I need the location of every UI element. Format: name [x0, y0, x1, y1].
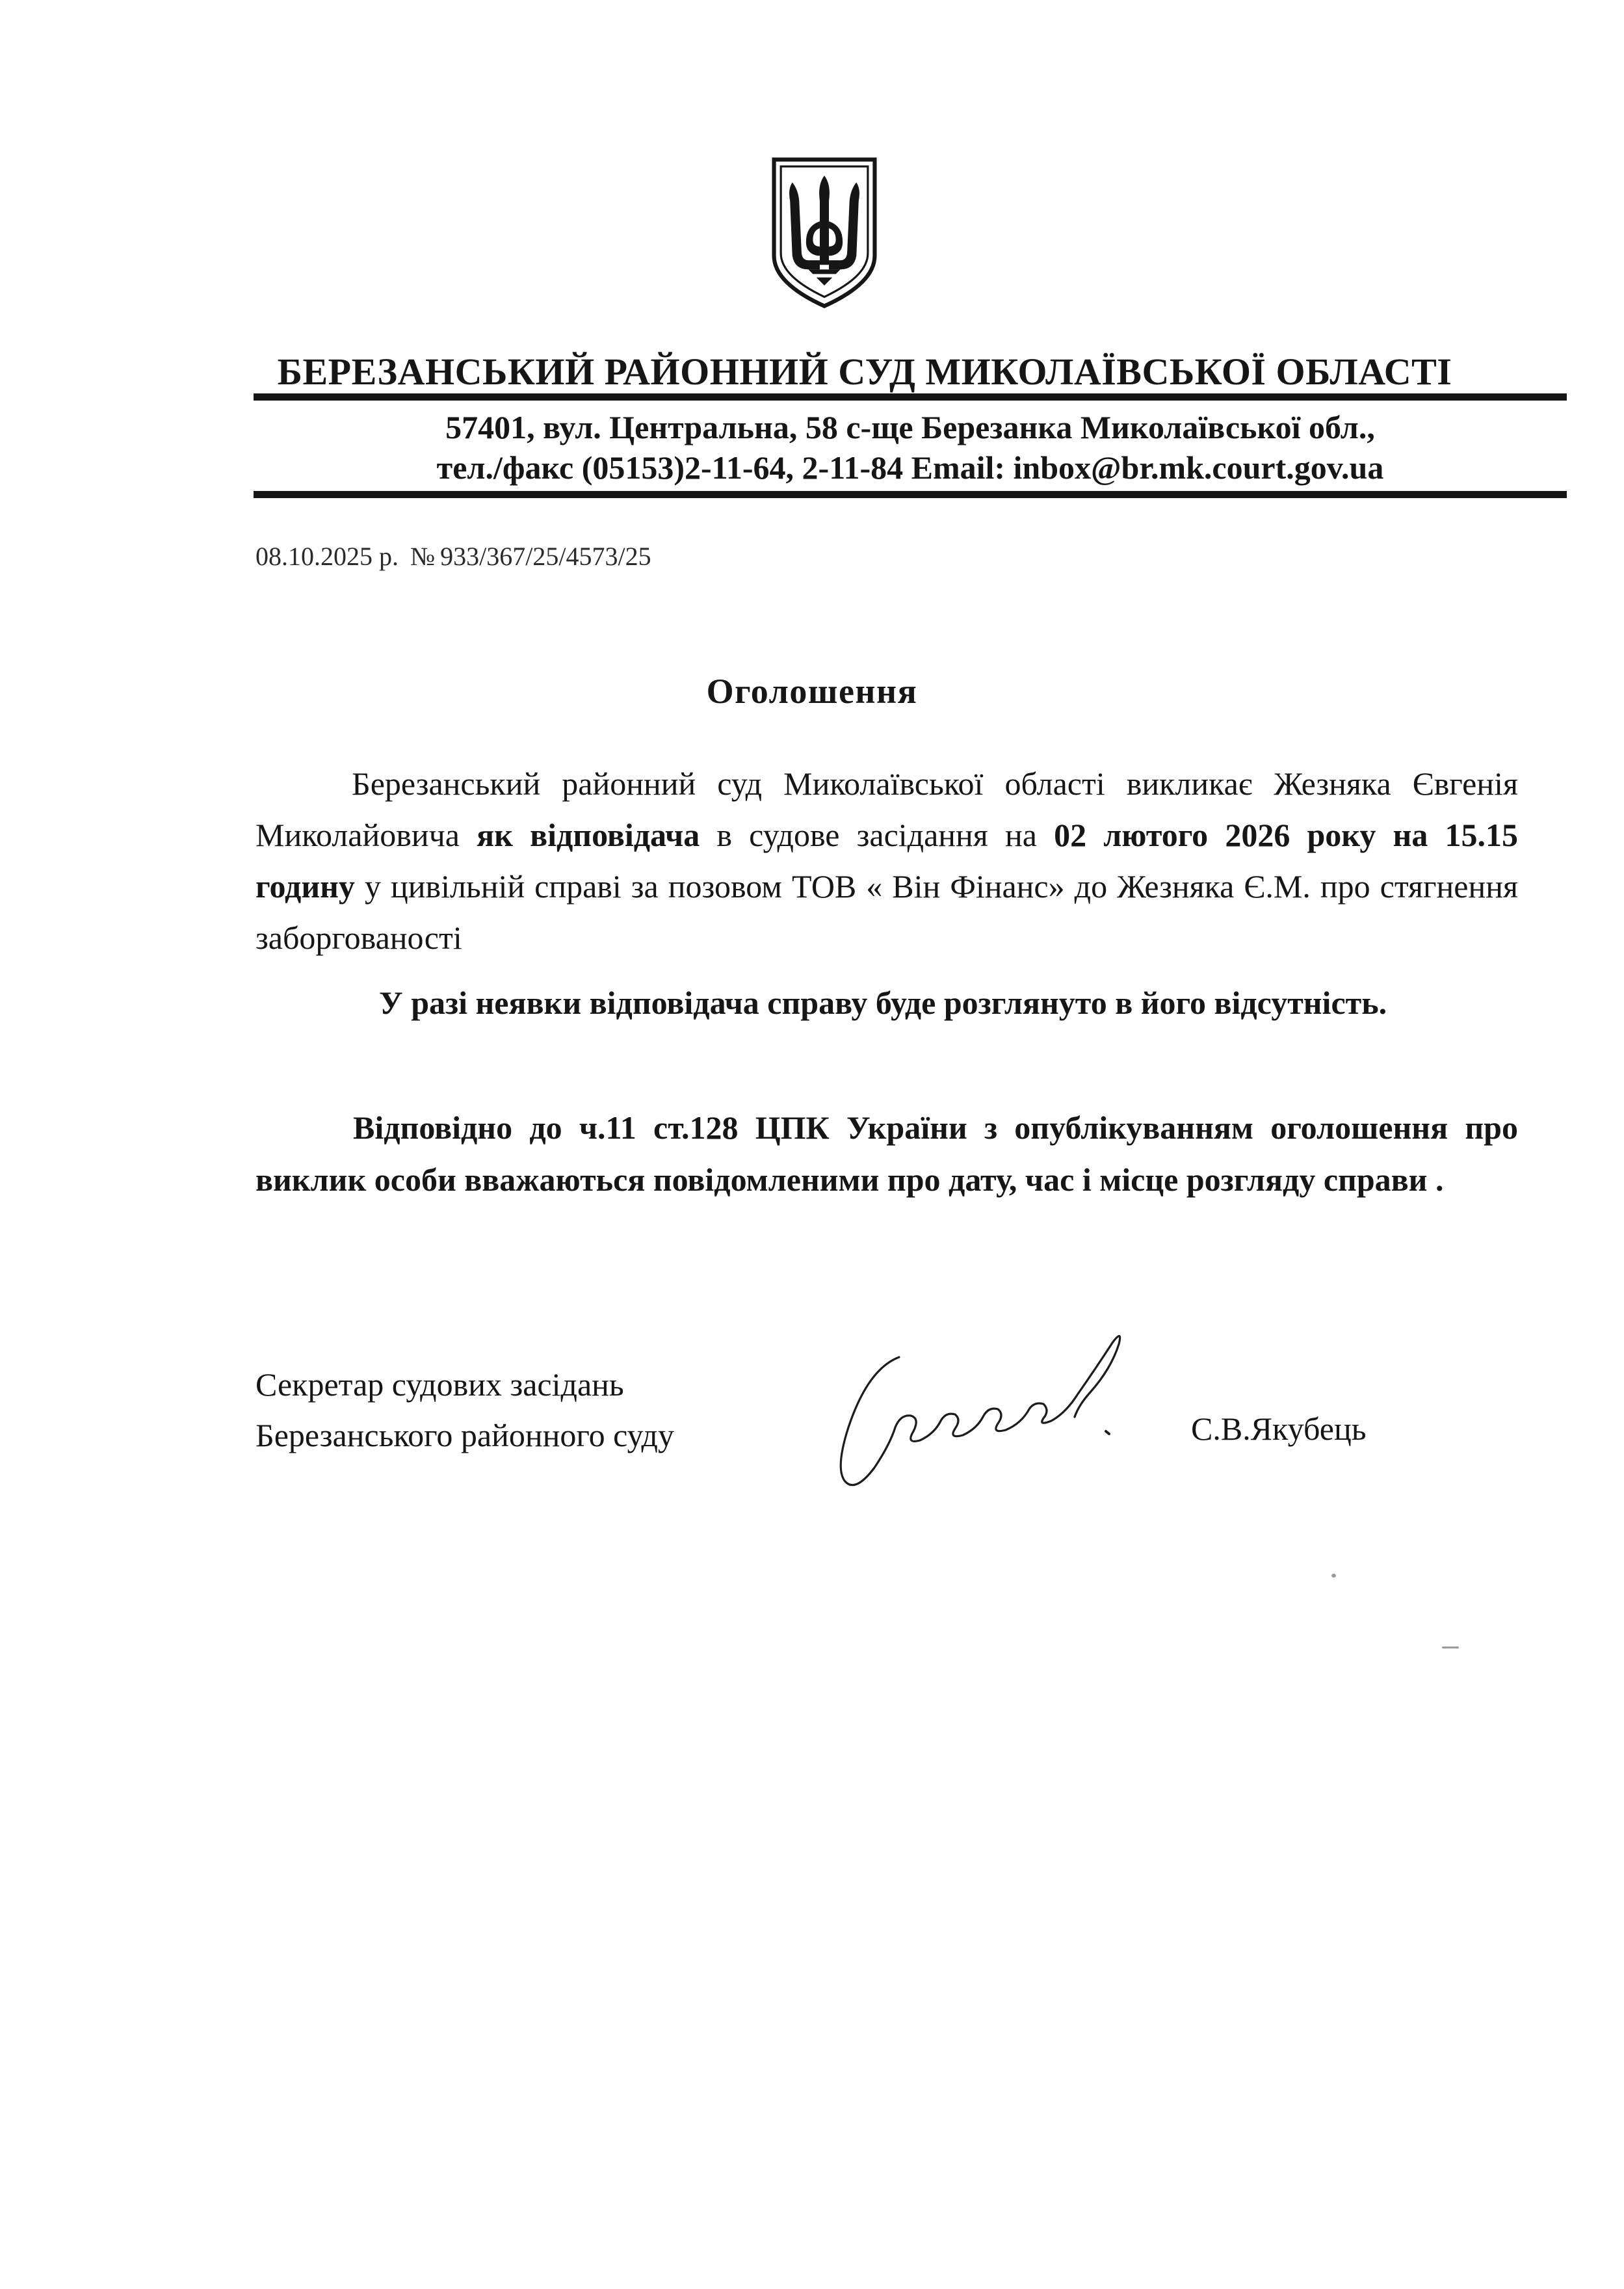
handwritten-signature [822, 1317, 1160, 1505]
document-date: 08.10.2025 р. [255, 542, 399, 571]
absence-warning-paragraph: У разі неявки відповідача справу буде розглянуто в його відсутність. [379, 985, 1387, 1021]
header-divider-bottom [254, 491, 1567, 498]
signatory-role-line1: Секретар судових засідань [255, 1366, 624, 1403]
header-divider-top [254, 393, 1567, 401]
scan-speck [1331, 1574, 1336, 1578]
signatory-name: С.В.Якубець [1191, 1410, 1367, 1447]
summons-paragraph [255, 758, 1518, 964]
summons-text-part2: в судове засідання на [700, 817, 1054, 853]
document-number: 933/367/25/4573/25 [440, 542, 651, 571]
summons-role: як відповідача [477, 817, 700, 853]
scan-speck [1442, 1647, 1459, 1648]
signatory-role-line2: Березанського районного суду [255, 1417, 674, 1453]
hearing-datetime: 02 лютого 2026 року на 15.15 годину [255, 817, 1519, 905]
legal-basis-paragraph: Відповідно до ч.11 ст.128 ЦПК України з опублікуванням оголошення про виклик особи вважаються повідомленими про дату, час і місце розгляду справи . [255, 1109, 1518, 1198]
summons-text-part1: Березанський районний суд Миколаївської області викликає Жезняка Євгенія Миколайовича [255, 765, 1518, 853]
court-name-heading: БЕРЕЗАНСЬКИЙ РАЙОННИЙ СУД МИКОЛАЇВСЬКОЇ ОБЛАСТІ [277, 351, 1452, 393]
court-address: 57401, вул. Центральна, 58 с-ще Березанка Миколаївської обл., [445, 409, 1375, 445]
court-contacts: тел./факс (05153)2-11-64, 2-11-84 Email: inbox@br.mk.court.gov.ua [436, 449, 1384, 486]
tryzub-coat-of-arms-icon [767, 155, 882, 311]
summons-text-part3: у цивільній справі за позовом ТОВ « Він Фінанс» до Жезняка Є.М. про стягнення заборгованості [255, 868, 1518, 956]
announcement-title: Оголошення [706, 672, 918, 711]
signatory-role [255, 1359, 674, 1461]
document-reference [255, 541, 651, 572]
number-sign: № [410, 542, 436, 571]
